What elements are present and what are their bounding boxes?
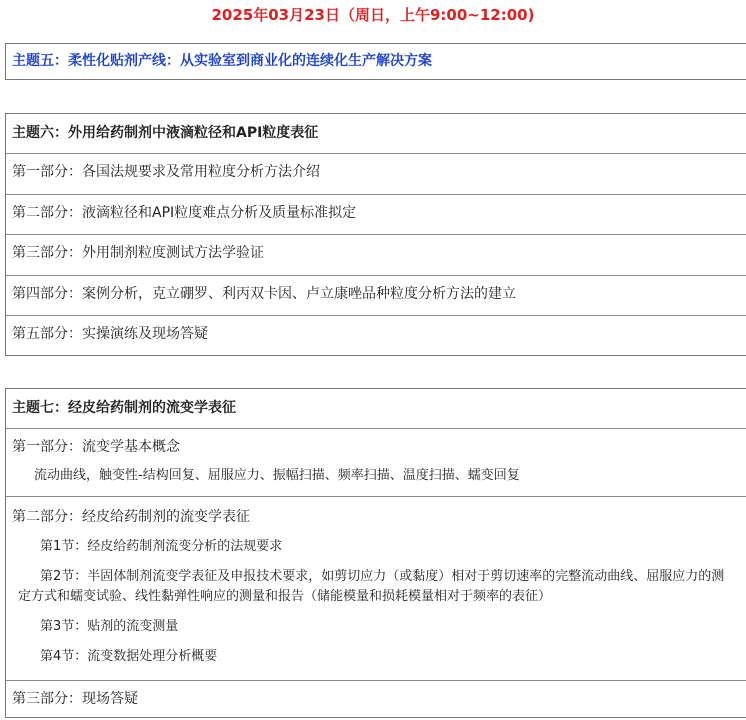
topic7-section-4: 第4节：流变数据处理分析概要 [40, 649, 218, 664]
topic7-part-1-detail: 流动曲线，触变性-结构回复、屈服应力、振幅扫描、频率扫描、温度扫描、蠕变回复 [34, 468, 520, 483]
topic7-part-2 [6, 496, 746, 680]
topic6-part-4: 第四部分：案例分析，克立硼罗、利丙双卡因、卢立康唑品种粒度分析方法的建立 [6, 275, 746, 315]
topic5-title: 主题五：柔性化贴剂产线：从实验室到商业化的连续化生产解决方案 [12, 53, 432, 69]
topic6-title: 主题六：外用给药制剂中液滴粒径和API粒度表征 [12, 125, 319, 141]
topic6-part-3: 第三部分：外用制剂粒度测试方法学验证 [6, 234, 746, 275]
topic6-part-2: 第二部分：液滴粒径和API粒度难点分析及质量标准拟定 [6, 194, 746, 234]
topic7-section-3: 第3节：贴剂的流变测量 [40, 619, 179, 634]
topic7-part-2-label: 第二部分：经皮给药制剂的流变学表征 [12, 509, 250, 525]
topic7-section-1: 第1节：经皮给药制剂流变分析的法规要求 [40, 539, 283, 554]
topic6-part-5: 第五部分：实操演练及现场答疑 [6, 315, 746, 355]
topic7-part-3: 第三部分：现场答疑 [6, 680, 746, 720]
topic5-box [5, 43, 746, 80]
topic7-part-1 [6, 428, 746, 496]
topic7-part-1-label: 第一部分：流变学基本概念 [12, 439, 180, 455]
topic6-part-1: 第一部分：各国法规要求及常用粒度分析方法介绍 [6, 153, 746, 194]
topic7-box [5, 388, 746, 718]
topic7-title: 主题七：经皮给药制剂的流变学表征 [12, 400, 236, 416]
topic7-section-2: 第2节：半固体制剂流变学表征及申报技术要求，如剪切应力（或黏度）相对于剪切速率的完整流动曲线、屈服应力的测定方式和蠕变试验、线性黏弹性响应的测量和报告（储能模量和损耗模量相对于频率的表征） [18, 569, 725, 604]
topic6-box [5, 113, 746, 356]
session-date: 2025年03月23日（周日，上午9:00~12:00) [211, 6, 535, 24]
